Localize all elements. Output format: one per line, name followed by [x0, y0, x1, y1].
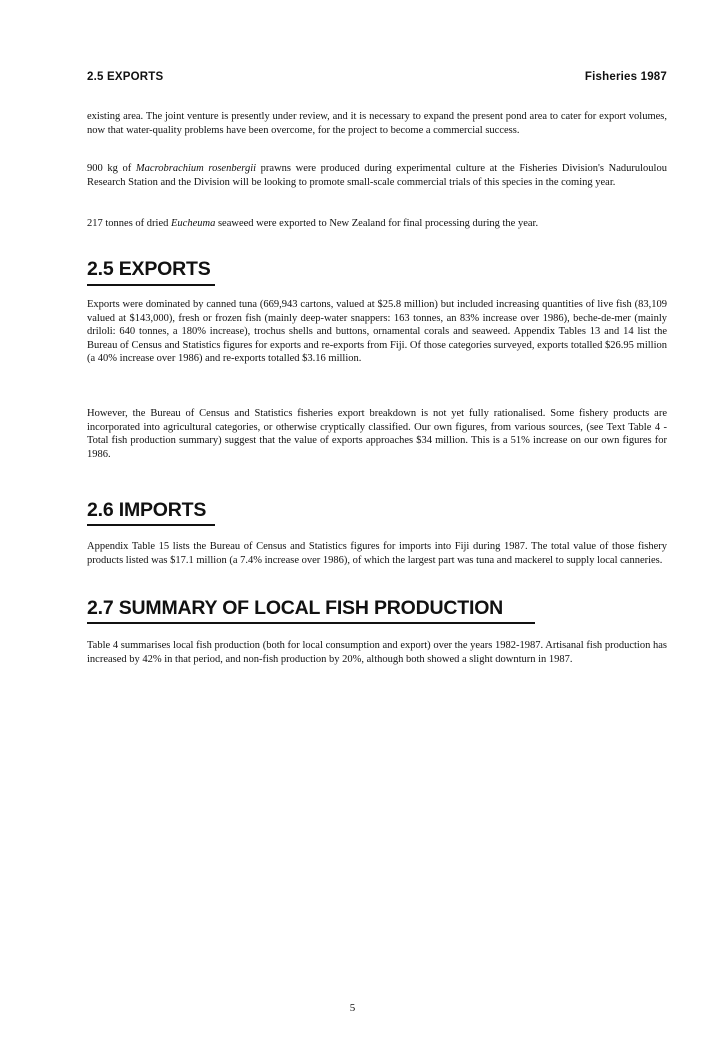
paragraph-text: prawns were produced during experimental culture at the Fisheries Division's Naduruloulou Research Station and the Division will be looking to promote small-scale commercial trials of this species in the coming year. — [87, 163, 667, 188]
section-heading: 2.5 EXPORTS — [87, 258, 211, 280]
running-header-title: Fisheries 1987 — [584, 71, 667, 83]
running-header — [87, 71, 667, 87]
heading-underline — [87, 622, 535, 624]
paragraph-text: existing area. The joint venture is presently under review, and it is necessary to expand the present pond area to cater for export volumes, now that water-quality problems have been overcome, for the project to become a commercial success. — [87, 111, 667, 136]
running-header-section: 2.5 EXPORTS — [87, 71, 164, 83]
paragraph-text: However, the Bureau of Census and Statistics fisheries export breakdown is not yet fully rationalised. Some fishery products are incorporated into agricultural categories, or otherwise cryptically classified. Our own figures, from various sources, (see Text Table 4 - Total fish production summary) suggest that the value of exports approaches $34 million. This is a 51% increase on our own figures for 1986. — [87, 408, 667, 460]
paragraph — [87, 639, 667, 666]
paragraph — [87, 217, 667, 231]
paragraph-text: Exports were dominated by canned tuna (669,943 cartons, valued at $25.8 million) but included increasing quantities of live fish (83,109 valued at $143,000), fresh or frozen fish (mainly deep-water snappers: 163 tonnes, an 83% increase over 1986), beche-de-mer (mainly driloli: 640 tonnes, a 180% increase), trochus shells and buttons, ornamental corals and seaweed. Appendix Tables 13 and 14 list the Bureau of Census and Statistics figures for exports and re-exports from Fiji. Of those categories surveyed, exports totalled $26.95 million (a 40% increase over 1986) and re-exports totalled $3.16 million. — [87, 299, 667, 364]
paragraph — [87, 110, 667, 137]
heading-underline — [87, 524, 215, 526]
section-heading: 2.6 IMPORTS — [87, 499, 207, 521]
paragraph — [87, 298, 667, 366]
paragraph — [87, 162, 667, 189]
page-number: 5 — [349, 1002, 356, 1014]
paragraph-text: Table 4 summarises local fish production (both for local consumption and export) over the years 1982-1987. Artisanal fish production has increased by 42% in that period, and non-fish production by 20%, although both showed a slight downturn in 1987. — [87, 640, 667, 665]
paragraph-text: seaweed were exported to New Zealand for final processing during the year. — [215, 218, 539, 229]
paragraph-text: Appendix Table 15 lists the Bureau of Census and Statistics figures for imports into Fiji during 1987. The total value of those fishery products listed was $17.1 million (a 7.4% increase over 1986), of which the largest part was tuna and mackerel to supply local canneries. — [87, 541, 667, 566]
section-heading: 2.7 SUMMARY OF LOCAL FISH PRODUCTION — [87, 597, 504, 619]
heading-underline — [87, 284, 215, 286]
species-name: Eucheuma — [171, 218, 216, 229]
species-name: Macrobrachium rosenbergii — [135, 163, 257, 174]
paragraph-text: 900 kg of — [87, 163, 136, 174]
paragraph-text: 217 tonnes of dried — [87, 218, 171, 229]
paragraph — [87, 407, 667, 461]
paragraph — [87, 540, 667, 567]
